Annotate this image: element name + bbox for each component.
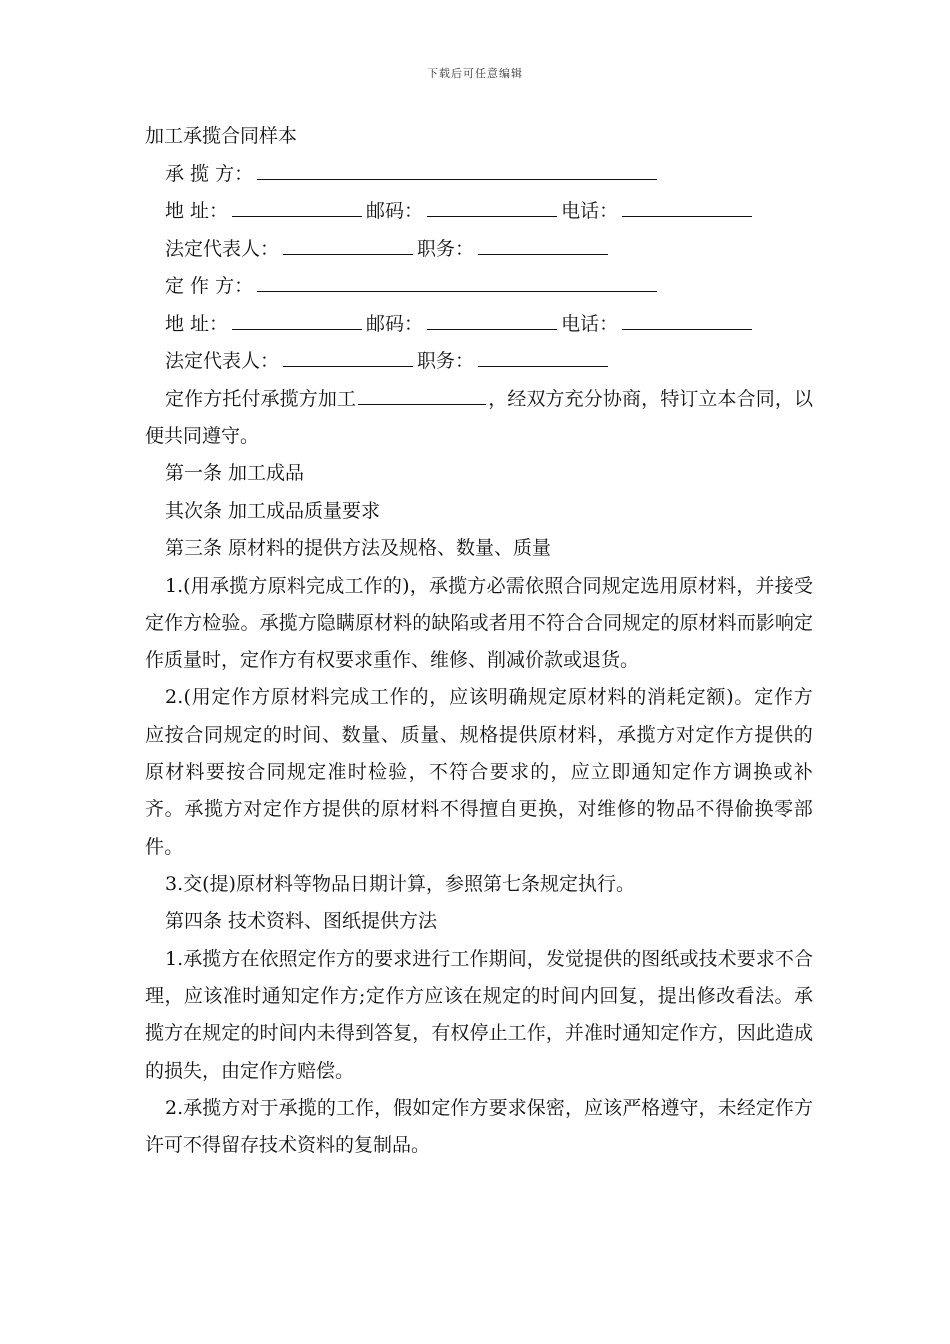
contractor-postcode-field[interactable] bbox=[427, 200, 557, 217]
contractor-name-field[interactable] bbox=[257, 163, 657, 180]
contractor-postcode-label: 邮码： bbox=[366, 200, 424, 222]
article-3-clause-2: 2.(用定作方原材料完成工作的，应该明确规定原材料的消耗定额)。定作方应按合同规定的时间、数量、质量、规格提供原材料，承揽方对定作方提供的原材料要按合同规定准时检验，不符合要求的，应立即通知定作方调换或补齐。承揽方对定作方提供的原材料不得擅自更换，对维修的物品不得偷换零部件。 bbox=[145, 686, 813, 858]
contractor-phone-field[interactable] bbox=[622, 200, 752, 217]
document-title: 加工承揽合同样本 bbox=[145, 125, 298, 147]
orderer-position-label: 职务： bbox=[417, 350, 475, 372]
processed-item-field[interactable] bbox=[358, 388, 486, 405]
article-3-heading: 第三条 原材料的提供方法及规格、数量、质量 bbox=[165, 537, 552, 560]
intro-paragraph bbox=[145, 381, 813, 456]
orderer-postcode-field[interactable] bbox=[427, 313, 557, 330]
contractor-position-field[interactable] bbox=[478, 238, 608, 255]
contractor-phone-label: 电话： bbox=[561, 200, 619, 222]
orderer-name-row bbox=[145, 268, 813, 306]
orderer-address-field[interactable] bbox=[232, 313, 362, 330]
contractor-name-row bbox=[145, 156, 813, 194]
contract-document bbox=[145, 118, 813, 1165]
orderer-position-field[interactable] bbox=[478, 350, 608, 367]
contractor-name-label: 承 揽 方： bbox=[165, 162, 254, 185]
contractor-address-label: 地 址： bbox=[165, 200, 229, 222]
contractor-rep-field[interactable] bbox=[283, 238, 413, 255]
article-2-heading: 其次条 加工成品质量要求 bbox=[165, 499, 381, 522]
orderer-address-row bbox=[145, 306, 813, 344]
orderer-phone-label: 电话： bbox=[561, 312, 619, 335]
article-3-clause-1: 1.(用承揽方原料完成工作的)，承揽方必需依照合同规定选用原材料，并接受定作方检验。承揽方隐瞒原材料的缺陷或者用不符合合同规定的原材料而影响定作质量时，定作方有权要求重作、维修、削减价款或退货。 bbox=[145, 574, 813, 672]
article-4-heading: 第四条 技术资料、图纸提供方法 bbox=[165, 910, 438, 933]
contractor-address-field[interactable] bbox=[232, 200, 362, 217]
page-header-note: 下载后可任意编辑 bbox=[427, 67, 523, 80]
intro-text-part2: ，经双方充分协商，特订立本合同，以便共同遵守。 bbox=[145, 387, 813, 447]
contractor-position-label: 职务： bbox=[417, 237, 475, 260]
orderer-rep-field[interactable] bbox=[283, 350, 413, 367]
contractor-rep-row bbox=[145, 231, 813, 269]
intro-text-part1: 定作方托付承揽方加工 bbox=[165, 387, 357, 410]
contractor-address-row bbox=[145, 193, 813, 231]
orderer-address-label: 地 址： bbox=[165, 312, 229, 335]
contractor-rep-label: 法定代表人： bbox=[165, 237, 280, 260]
article-4-clause-1: 1.承揽方在依照定作方的要求进行工作期间，发觉提供的图纸或技术要求不合理，应该准时通知定作方;定作方应该在规定的时间内回复，提出修改看法。承揽方在规定的时间内未得到答复，有权停止工作，并准时通知定作方，因此造成的损失，由定作方赔偿。 bbox=[145, 947, 813, 1082]
orderer-rep-row bbox=[145, 343, 813, 381]
orderer-rep-label: 法定代表人： bbox=[165, 350, 280, 372]
article-1-heading: 第一条 加工成品 bbox=[165, 462, 305, 485]
orderer-phone-field[interactable] bbox=[622, 313, 752, 330]
orderer-postcode-label: 邮码： bbox=[366, 312, 424, 335]
orderer-name-label: 定 作 方： bbox=[165, 275, 254, 297]
orderer-name-field[interactable] bbox=[257, 275, 657, 292]
article-4-clause-2: 2.承揽方对于承揽的工作，假如定作方要求保密，应该严格遵守，未经定作方许可不得留存技术资料的复制品。 bbox=[145, 1096, 813, 1157]
article-3-clause-3: 3.交(提)原材料等物品日期计算，参照第七条规定执行。 bbox=[165, 872, 635, 895]
